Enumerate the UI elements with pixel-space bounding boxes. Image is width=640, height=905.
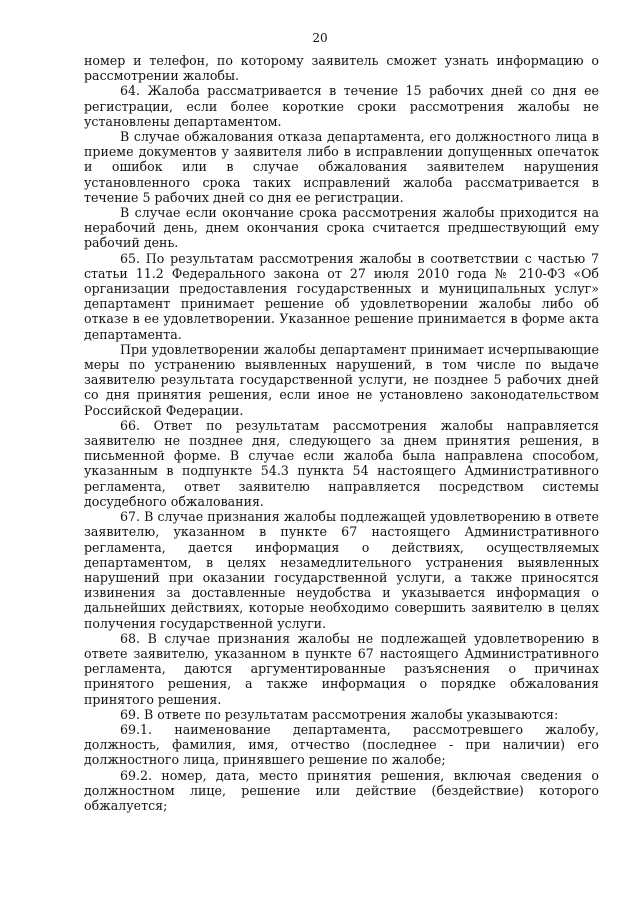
body-text [84, 53, 599, 813]
paragraph-68: 68. В случае признания жалобы не подлежащей удовлетворению в ответе заявителю, указанном в пункте 67 настоящего Административного регламента, даются аргументированные разъяснения о причинах принятого решения, а также информация о порядке обжалования принятого решения. [84, 630, 599, 707]
page-number: 20 [312, 31, 328, 45]
paragraph-65-satisfaction: При удовлетворении жалобы департамент принимает исчерпывающие меры по устранению выявленных нарушений, в том числе по выдаче заявителю результата государственной услуги, не позднее 5 рабочих дней со дня принятия решения, если иное не установлено законодательством Российской Федерации. [84, 341, 599, 418]
paragraph-64-appeal-refusal: В случае обжалования отказа департамента, его должностного лица в приеме документов у заявителя либо в исправлении допущенных опечаток и ошибок или в случае обжалования заявителем нарушения установленного срока таких исправлений жалоба рассматривается в течение 5 рабочих дней со дня ее регистрации. [84, 129, 599, 205]
paragraph-69-1: 69.1. наименование департамента, рассмотревшего жалобу, должность, фамилия, имя, отчество (последнее - при наличии) его должностного лица, принявшего решение по жалобе; [84, 721, 599, 768]
paragraph-65: 65. По результатам рассмотрения жалобы в соответствии с частью 7 статьи 11.2 Федерального закона от 27 июля 2010 года № 210-ФЗ «Об организации предоставления государственных и муниципальных услуг» департамент принимает решение об удовлетворении жалобы либо об отказе в ее удовлетворении. Указанное решение принимается в форме акта департамента. [84, 250, 599, 342]
paragraph-69: 69. В ответе по результатам рассмотрения жалобы указываются: [120, 706, 559, 722]
paragraph-64: 64. Жалоба рассматривается в течение 15 рабочих дней со дня ее регистрации, если более короткие сроки рассмотрения жалобы не установлены департаментом. [84, 83, 599, 129]
paragraph-67: 67. В случае признания жалобы подлежащей удовлетворению в ответе заявителю, указанном в пункте 67 настоящего Административного регламента, дается информация о действиях, осуществляемых департаментом, в целях незамедлительного устранения выявленных нарушений при оказании государственной услуги, а также приносятся извинения за доставленные неудобства и указывается информация о дальнейших действиях, которые необходимо совершить заявителю в целях получения государственной услуги. [84, 509, 599, 631]
paragraph-69-2: 69.2. номер, дата, место принятия решения, включая сведения о должностном лице, решение или действие (бездействие) которого обжалуется; [84, 767, 599, 813]
paragraph-64-nonworking-day: В случае если окончание срока рассмотрения жалобы приходится на нерабочий день, днем окончания срока считается предшествующий ему рабочий день. [84, 205, 599, 251]
paragraph-66: 66. Ответ по результатам рассмотрения жалобы направляется заявителю не позднее дня, следующего за днем принятия решения, в письменной форме. В случае если жалоба была направлена способом, указанным в подпункте 54.3 пункта 54 настоящего Административного регламента, ответ заявителю направляется посредством системы досудебного обжалования. [84, 417, 599, 509]
paragraph-continuation: номер и телефон, по которому заявитель сможет узнать информацию о рассмотрении жалобы. [84, 53, 599, 84]
